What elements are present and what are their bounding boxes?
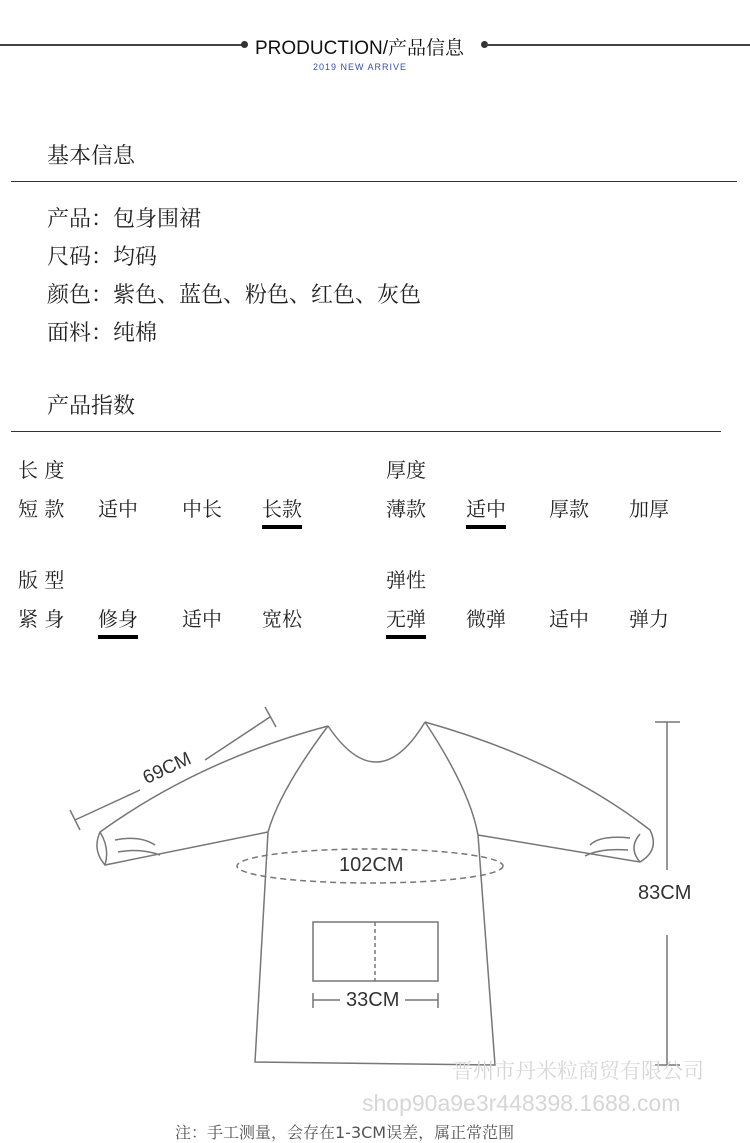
sleeve-measure: 69CM	[139, 748, 195, 789]
index-option: 短 款	[18, 497, 65, 521]
index-option: 适中	[98, 497, 138, 521]
basic-info-heading: 基本信息	[47, 144, 136, 169]
index-option: 加厚	[629, 497, 669, 521]
index-option-selected: 无弹	[386, 603, 426, 639]
divider	[11, 431, 721, 432]
index-group-label: 厚度	[386, 458, 426, 482]
index-option-selected: 修身	[98, 603, 138, 639]
header-subtitle: 2019 NEW ARRIVE	[313, 62, 408, 72]
index-option: 适中	[549, 607, 589, 631]
index-group-label: 长 度	[18, 458, 65, 482]
measurement-note: 注：手工测量，会存在1-3CM误差，属正常范围	[175, 1123, 515, 1142]
info-product: 产品：包身围裙	[47, 207, 202, 232]
divider	[11, 181, 737, 182]
index-option: 微弹	[466, 607, 506, 631]
header-dot	[241, 41, 248, 48]
pocket-measure: 33CM	[346, 989, 400, 1011]
info-size: 尺码：均码	[47, 245, 158, 270]
index-option: 弹力	[629, 607, 669, 631]
index-option: 厚款	[549, 497, 589, 521]
header-line-right	[486, 44, 750, 46]
index-group-label: 弹性	[386, 568, 426, 592]
index-group-label: 版 型	[18, 568, 65, 592]
watermark-company: 晋州市丹米粒商贸有限公司	[452, 1060, 704, 1083]
watermark-shop: shop90a9e3r448398.1688.com	[362, 1090, 681, 1116]
length-measure: 83CM	[638, 882, 692, 904]
right-sleeve	[425, 722, 653, 862]
neckline	[328, 722, 425, 762]
index-option-selected: 适中	[466, 493, 506, 529]
index-option-selected: 长款	[262, 493, 302, 529]
header-line-left	[0, 44, 243, 46]
index-option: 宽松	[262, 607, 302, 631]
chest-measure: 102CM	[339, 854, 404, 876]
info-fabric: 面料：纯棉	[47, 321, 158, 346]
product-index-heading: 产品指数	[47, 394, 136, 419]
section-header-title: PRODUCTION/产品信息	[255, 38, 465, 59]
index-option: 薄款	[386, 497, 426, 521]
index-option: 适中	[182, 607, 222, 631]
left-sleeve	[97, 726, 328, 865]
apron-body	[255, 722, 495, 1065]
index-option: 紧 身	[18, 607, 65, 631]
info-color: 颜色：紫色、蓝色、粉色、红色、灰色	[47, 283, 422, 308]
index-option: 中长	[182, 497, 222, 521]
